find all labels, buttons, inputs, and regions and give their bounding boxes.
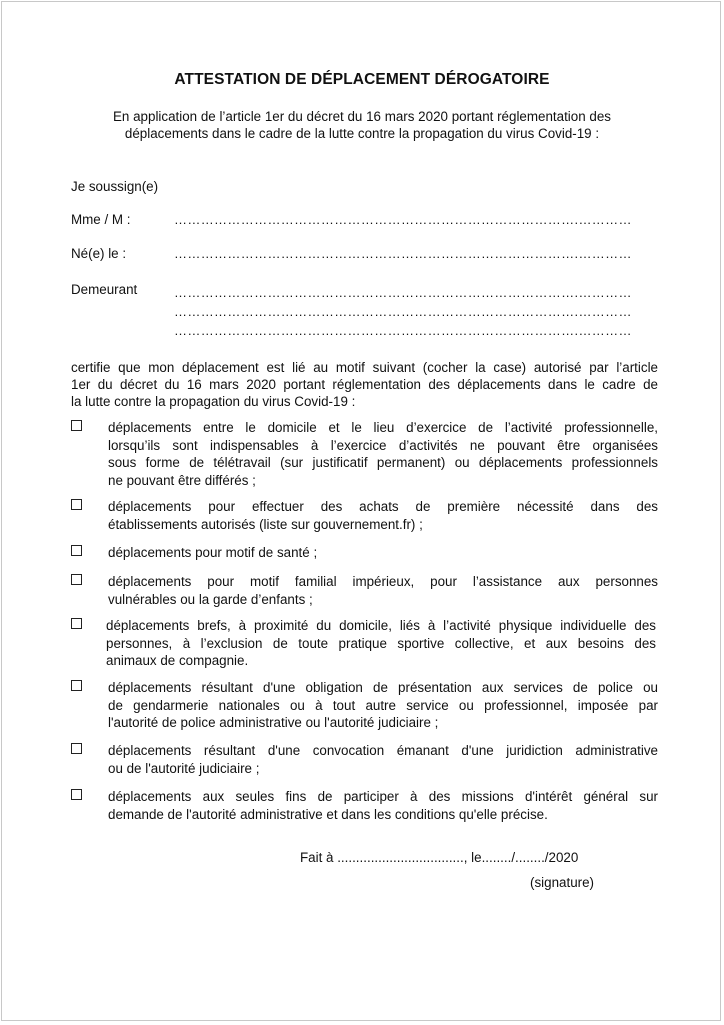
reason-line: animaux de compagnie. (106, 653, 249, 668)
reason-line: déplacements pour motif familial impérieux, pour l’assistance aux personnes (108, 574, 658, 589)
birth-date-field[interactable]: ……………………………………………………………………………….………… (174, 246, 632, 261)
address-field-line-3[interactable]: ……………………………………………………………………………….………… (174, 323, 632, 338)
certify-line: 1er du décret du 16 mars 2020 portant réglementation des déplacements dans le cadre de (71, 377, 658, 392)
undersigned-label: Je soussign(e) (71, 179, 159, 194)
reason-checkbox-exercise[interactable] (71, 618, 82, 629)
reason-line: déplacements résultant d'une convocation émanant d'une juridiction administrative (108, 743, 658, 758)
reason-text (108, 419, 658, 489)
reason-line: ne pouvant être différés ; (108, 472, 256, 488)
reason-text (108, 573, 658, 608)
certify-paragraph (71, 359, 658, 410)
name-label: Mme / M : (71, 212, 131, 227)
document-title: ATTESTATION DE DÉPLACEMENT DÉROGATOIRE (174, 71, 550, 88)
reason-line: déplacements aux seules fins de participer à des missions d'intérêt général sur (108, 789, 658, 804)
reason-line: déplacements brefs, à proximité du domicile, liés à l’activité physique individuelle des (106, 618, 656, 633)
reason-line: personnes, à l’exclusion de toute pratique sportive collective, et aux besoins des (106, 635, 656, 651)
place-date-line[interactable]: Fait à .................................., le......../......../2020 (300, 850, 579, 865)
reason-text (108, 742, 658, 777)
certify-line: la lutte contre la propagation du virus Covid-19 : (71, 394, 356, 409)
reason-line: déplacements pour motif de santé ; (108, 545, 318, 560)
reason-checkbox-summons[interactable] (71, 743, 82, 754)
reason-checkbox-general-interest[interactable] (71, 789, 82, 800)
reason-checkbox-shopping[interactable] (71, 499, 82, 510)
reason-line: lorsqu’ils sont indispensables à l’exercice d’activités ne pouvant être organisées (108, 437, 658, 453)
intro-line: déplacements dans le cadre de la lutte contre la propagation du virus Covid-19 : (124, 126, 600, 141)
reason-line: demande de l'autorité administrative et dans les conditions qu'elle précise. (108, 806, 548, 822)
reason-line: l'autorité de police administrative ou l'autorité judiciaire ; (108, 715, 439, 730)
reason-line: déplacements entre le domicile et le lieu d’exercice de l’activité professionnelle, (108, 420, 658, 435)
reason-line: sous forme de télétravail (sur justificatif permanent) ou déplacements professionnels (108, 455, 658, 470)
reason-text (108, 544, 658, 562)
reason-checkbox-health[interactable] (71, 545, 82, 556)
reason-line: déplacements pour effectuer des achats de première nécessité dans des (108, 499, 658, 514)
reason-text (106, 617, 656, 670)
reason-text (108, 498, 658, 533)
intro-line: En application de l’article 1er du décret du 16 mars 2020 portant réglementation des (113, 109, 611, 124)
reason-line: établissements autorisés (liste sur gouvernement.fr) ; (108, 516, 423, 532)
name-field[interactable]: ……………………………………………………………………………….………… (174, 212, 632, 227)
reason-checkbox-family[interactable] (71, 574, 82, 585)
attestation-page (1, 1, 721, 1021)
address-field-line-1[interactable]: ……………………………………………………………………………….………… (174, 285, 632, 300)
reason-checkbox-police[interactable] (71, 680, 82, 691)
intro-paragraph (62, 108, 662, 142)
birth-label: Né(e) le : (71, 246, 127, 261)
signature-label: (signature) (530, 875, 595, 890)
reason-line: de gendarmerie nationales ou à tout autre service ou professionnel, imposée par (108, 697, 658, 713)
address-field-line-2[interactable]: ……………………………………………………………………………….………… (174, 304, 632, 319)
address-label: Demeurant (71, 282, 138, 297)
reason-text (108, 788, 658, 823)
certify-line: certifie que mon déplacement est lié au motif suivant (cocher la case) autorisé par l’article (71, 360, 658, 375)
reason-line: déplacements résultant d'une obligation de présentation aux services de police ou (108, 680, 658, 695)
reason-text (108, 679, 658, 732)
reason-line: vulnérables ou la garde d’enfants ; (108, 591, 313, 607)
reason-line: ou de l'autorité judiciaire ; (108, 760, 260, 776)
reason-checkbox-work[interactable] (71, 420, 82, 431)
